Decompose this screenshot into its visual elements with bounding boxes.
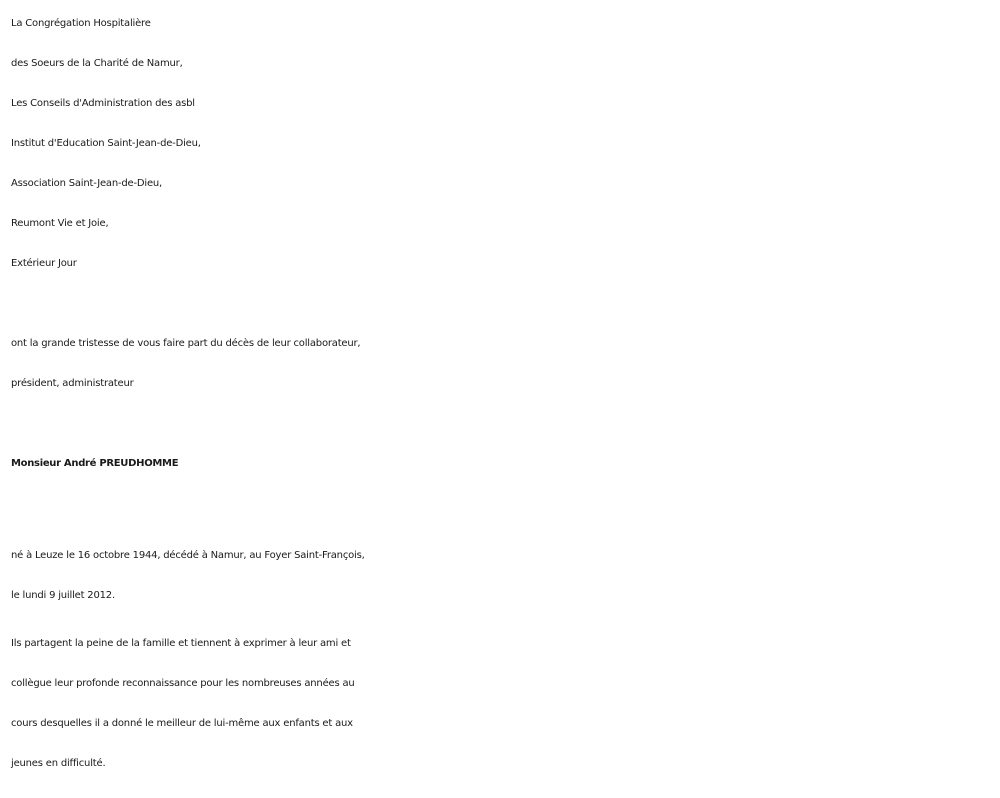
announcement-line: ont la grande tristesse de vous faire part du décès de leur collaborateur, — [11, 338, 361, 349]
sender-line: des Soeurs de la Charité de Namur, — [11, 58, 183, 69]
tribute-line: cours desquelles il a donné le meilleur de lui-même aux enfants et aux — [11, 718, 353, 729]
spacer — [11, 616, 1000, 624]
sender-line: La Congrégation Hospitalière — [11, 18, 151, 29]
deceased-name: Monsieur André PREUDHOMME — [11, 458, 179, 469]
sender-line: Les Conseils d'Administration des asbl — [11, 98, 195, 109]
sender-line: Extérieur Jour — [11, 258, 77, 269]
birth-death-line: le lundi 9 juillet 2012. — [11, 590, 115, 601]
tribute-line: Ils partagent la peine de la famille et tiennent à exprimer à leur ami et — [11, 638, 351, 649]
tribute-line: jeunes en difficulté. — [11, 758, 106, 769]
senders-block — [11, 4, 1000, 284]
tribute-line: collègue leur profonde reconnaissance pour les nombreuses années au — [11, 678, 355, 689]
sender-line: Reumont Vie et Joie, — [11, 218, 109, 229]
birth-death-block — [11, 536, 1000, 616]
tribute-block — [11, 624, 1000, 784]
spacer — [11, 284, 1000, 324]
announcement-block — [11, 324, 1000, 404]
announcement-line: président, administrateur — [11, 378, 134, 389]
birth-death-line: né à Leuze le 16 octobre 1944, décédé à Namur, au Foyer Saint-François, — [11, 550, 365, 561]
sender-line: Association Saint-Jean-de-Dieu, — [11, 178, 163, 189]
sender-line: Institut d'Education Saint-Jean-de-Dieu, — [11, 138, 201, 149]
